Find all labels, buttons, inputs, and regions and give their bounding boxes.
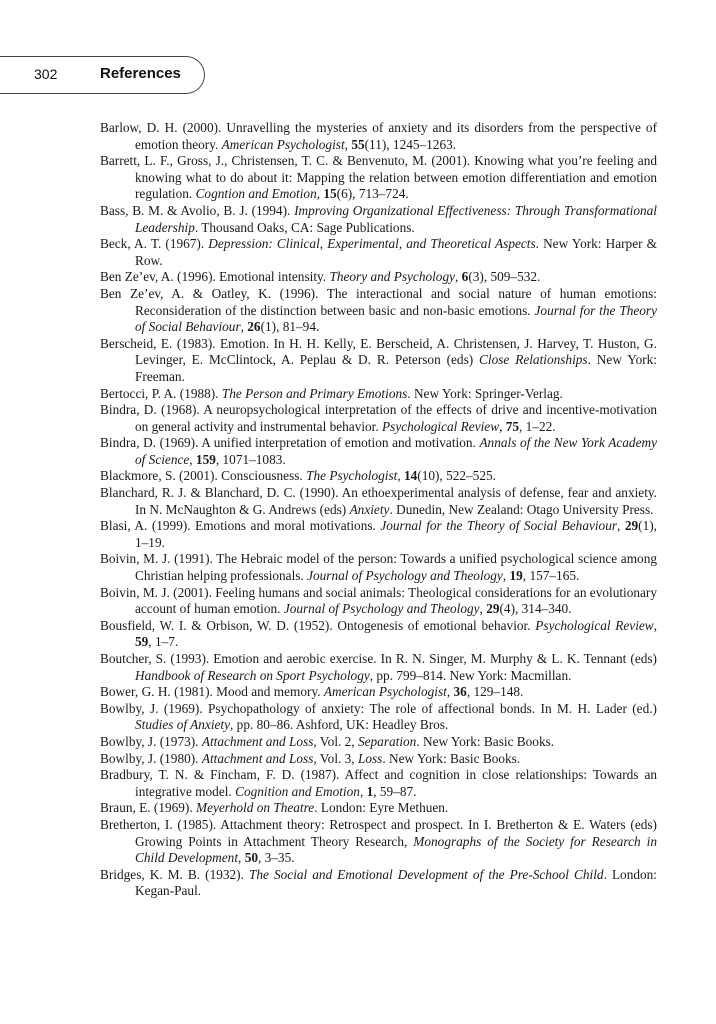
reference-text: . Thousand Oaks, CA: Sage Publications. (194, 219, 415, 235)
reference-volume: 55 (351, 136, 365, 152)
reference-italic-title: Close Relationships (479, 352, 588, 368)
reference-text: (6), 713–724. (336, 186, 409, 202)
reference-italic-title: Monographs of the Society for Research in Child Development (135, 833, 657, 866)
reference-italic-title: Cognition and Emotion (235, 783, 360, 799)
reference-italic-title: Attachment and Loss (201, 750, 314, 766)
reference-text: Bindra, D. (1968). A neuropsychological interpretation of the effects of drive and incentive-motivation on general activity and instrumental behavior. (100, 402, 657, 434)
reference-entry (100, 585, 657, 618)
reference-italic-title: Cogntion and Emotion (195, 186, 317, 202)
reference-italic-title: The Social and Emotional Development of the Pre-School Child (249, 866, 604, 882)
reference-italic-title: Loss (357, 750, 383, 766)
reference-volume: 159 (195, 451, 216, 467)
reference-text: Bowlby, J. (1969). Psychopathology of anxiety: The role of affectional bonds. In M. H. Lader (ed.) (100, 700, 657, 716)
reference-text: , 3–35. (257, 850, 295, 866)
reference-text: Blanchard, R. J. & Blanchard, D. C. (1990). An ethoexperimental analysis of defense, fear and anxiety. In N. McNaughton & G. Andrews (eds) (100, 485, 657, 517)
reference-text: , (617, 518, 625, 534)
reference-text: (4), 314–340. (499, 601, 572, 617)
reference-volume: 6 (461, 269, 469, 285)
reference-entry (100, 817, 657, 867)
reference-entry (100, 402, 657, 435)
reference-text: (11), 1245–1263. (364, 136, 457, 152)
reference-text: , (499, 418, 506, 434)
reference-text: , 1071–1083. (215, 451, 286, 467)
reference-entry (100, 203, 657, 236)
reference-text: Boutcher, S. (1993). Emotion and aerobic exercise. In R. N. Singer, M. Murphy & L. K. Tennant (eds) (100, 651, 657, 666)
reference-text: Berscheid, E. (1983). Emotion. In H. H. Kelly, E. Berscheid, A. Christensen, J. Harvey, T. Huston, G. Levinger, E. McClintock, A. Peplau & D. R. Peterson (eds) (100, 335, 657, 368)
section-title: References (100, 65, 181, 82)
reference-text: . London: Eyre Methuen. (314, 800, 449, 816)
reference-text: Bousfield, W. I. & Orbison, W. D. (1952). Ontogenesis of emotional behavior. (100, 617, 536, 633)
reference-italic-title: Theory and Psychology (329, 269, 456, 285)
reference-text: , 1–22. (519, 418, 556, 434)
reference-volume: 19 (509, 568, 523, 584)
reference-italic-title: Journal for the Theory of Social Behaviour (380, 518, 618, 534)
reference-entry (100, 269, 657, 286)
reference-text: (1), 1–19. (135, 518, 657, 550)
reference-entry (100, 435, 657, 468)
reference-italic-title: American Psychologist (323, 684, 447, 700)
reference-volume: 29 (486, 601, 500, 617)
reference-italic-title: Psychological Review (535, 617, 654, 633)
reference-text: (1), 81–94. (260, 319, 320, 335)
reference-text: , (344, 136, 352, 152)
reference-entry (100, 485, 657, 518)
reference-text: Bertocci, P. A. (1988). (100, 385, 222, 401)
reference-text: , (316, 186, 324, 202)
reference-text: , (455, 269, 462, 285)
reference-text: Ben Ze’ev, A. & Oatley, K. (1996). The interactional and social nature of human emotions: Reconsideration of the distinction between basic and non-basic emotions. (100, 285, 657, 318)
reference-text: , pp. 80–86. Ashford, UK: Headley Bros. (230, 717, 449, 733)
reference-text: Ben Ze’ev, A. (1996). Emotional intensity. (100, 269, 330, 285)
reference-italic-title: Depression: Clinical, Experimental, and Theoretical Aspects (208, 236, 536, 252)
reference-text: . New York: Harper & Row. (135, 236, 657, 268)
reference-text: . New York: Freeman. (135, 352, 657, 384)
reference-entry (100, 618, 657, 651)
reference-text: , (479, 601, 487, 617)
reference-entry (100, 734, 657, 751)
reference-entry (100, 867, 657, 900)
reference-text: , (238, 850, 245, 866)
reference-text: Bretherton, I. (1985). Attachment theory: Retrospect and prospect. In I. Bretherton & E. Waters (eds) Growing Points in Attachment Theory Research, (100, 816, 657, 849)
reference-text: Bowlby, J. (1980). (100, 750, 202, 766)
reference-text: Bass, B. M. & Avolio, B. J. (1994). (100, 202, 295, 218)
reference-italic-title: Annals of the New York Academy of Science (135, 435, 657, 467)
reference-volume: 26 (247, 319, 261, 335)
reference-italic-title: Journal for the Theory of Social Behaviour (135, 302, 657, 335)
reference-text: , 1–7. (148, 634, 179, 650)
reference-text: Bridges, K. M. B. (1932). (100, 866, 249, 882)
reference-text: Braun, E. (1969). (100, 800, 197, 816)
reference-entry (100, 153, 657, 203)
reference-volume: 1 (366, 783, 374, 799)
reference-text: , 157–165. (522, 568, 580, 584)
reference-volume: 36 (453, 684, 467, 700)
reference-italic-title: Studies of Anxiety (135, 717, 231, 733)
reference-text: Blasi, A. (1999). Emotions and moral motivations. (100, 518, 381, 534)
reference-volume: 50 (244, 850, 258, 866)
reference-volume: 15 (323, 186, 337, 202)
reference-volume: 29 (624, 518, 639, 534)
reference-text: Boivin, M. J. (1991). The Hebraic model of the person: Towards a unified psychological science among Christian helping professionals. (100, 551, 657, 584)
reference-text: (3), 509–532. (468, 269, 541, 285)
reference-entry (100, 236, 657, 269)
reference-text: . Dunedin, New Zealand: Otago University Press. (389, 501, 654, 517)
reference-entry (100, 767, 657, 800)
reference-entry (100, 336, 657, 386)
reference-volume: 75 (505, 418, 520, 434)
reference-volume: 59 (135, 634, 149, 650)
reference-italic-title: The Psychologist (306, 468, 398, 484)
reference-text: Bower, G. H. (1981). Mood and memory. (100, 684, 324, 700)
reference-italic-title: Journal of Psychology and Theology (283, 601, 480, 617)
reference-text: (10), 522–525. (417, 468, 496, 484)
reference-entry (100, 468, 657, 485)
reference-entry (100, 286, 657, 336)
reference-italic-title: Journal of Psychology and Theology (307, 568, 503, 584)
reference-text: , (397, 468, 404, 484)
reference-text: Beck, A. T. (1967). (100, 236, 209, 252)
reference-italic-title: Anxiety (349, 501, 390, 517)
reference-entry (100, 551, 657, 584)
reference-italic-title: Improving Organizational Effectiveness: Through Transformational Leadership (135, 202, 658, 235)
reference-text: , (189, 451, 196, 467)
reference-text: , (359, 783, 367, 799)
reference-text: Boivin, M. J. (2001). Feeling humans and social animals: Theological considerations for an evolutionary account of human emotion. (100, 584, 658, 617)
reference-entry (100, 120, 657, 153)
reference-text: . New York: Springer-Verlag. (407, 385, 563, 401)
reference-italic-title: American Psychologist (221, 136, 345, 152)
reference-text: , 129–148. (466, 684, 524, 700)
reference-italic-title: Psychological Review (382, 418, 500, 434)
reference-entry (100, 751, 657, 768)
reference-text: . New York: Basic Books. (382, 750, 521, 766)
reference-text: Bindra, D. (1969). A unified interpretation of emotion and motivation. (100, 435, 480, 451)
reference-volume: 14 (403, 468, 418, 484)
reference-text: Barlow, D. H. (2000). Unravelling the mysteries of anxiety and its disorders from the perspective of emotion theory. (100, 120, 657, 152)
reference-text: Blackmore, S. (2001). Consciousness. (100, 468, 307, 484)
reference-text: , (240, 319, 248, 335)
reference-text: Barrett, L. F., Gross, J., Christensen, T. C. & Benvenuto, M. (2001). Knowing what you’re feeling and knowing what to do about it: Mapping the relation between emotion differentiation and emotion regulation. (100, 153, 657, 202)
reference-text: , (446, 684, 454, 700)
reference-italic-title: Attachment and Loss (201, 733, 314, 749)
reference-text: Bradbury, T. N. & Fincham, F. D. (1987). Affect and cognition in close relationships: Towards an integrative model. (100, 767, 657, 799)
reference-text: , (653, 617, 658, 633)
reference-text: , (502, 568, 510, 584)
reference-text: . New York: Basic Books. (416, 733, 555, 749)
reference-entry (100, 701, 657, 734)
reference-italic-title: Handbook of Research on Sport Psychology (135, 667, 370, 683)
reference-list (100, 120, 657, 900)
reference-italic-title: The Person and Primary Emotions (221, 385, 408, 401)
reference-entry (100, 684, 657, 701)
reference-italic-title: Separation (357, 733, 417, 749)
reference-text: . London: Kegan-Paul. (135, 866, 657, 899)
reference-entry (100, 386, 657, 403)
reference-text: , Vol. 3, (313, 750, 358, 766)
reference-text: , pp. 799–814. New York: Macmillan. (369, 667, 572, 683)
reference-entry (100, 651, 657, 684)
reference-italic-title: Meyerhold on Theatre (196, 800, 315, 816)
reference-text: , Vol. 2, (313, 733, 358, 749)
reference-text: , 59–87. (373, 783, 417, 799)
reference-entry (100, 800, 657, 817)
reference-entry (100, 518, 657, 551)
reference-text: Bowlby, J. (1973). (100, 733, 202, 749)
page-number: 302 (34, 66, 58, 82)
